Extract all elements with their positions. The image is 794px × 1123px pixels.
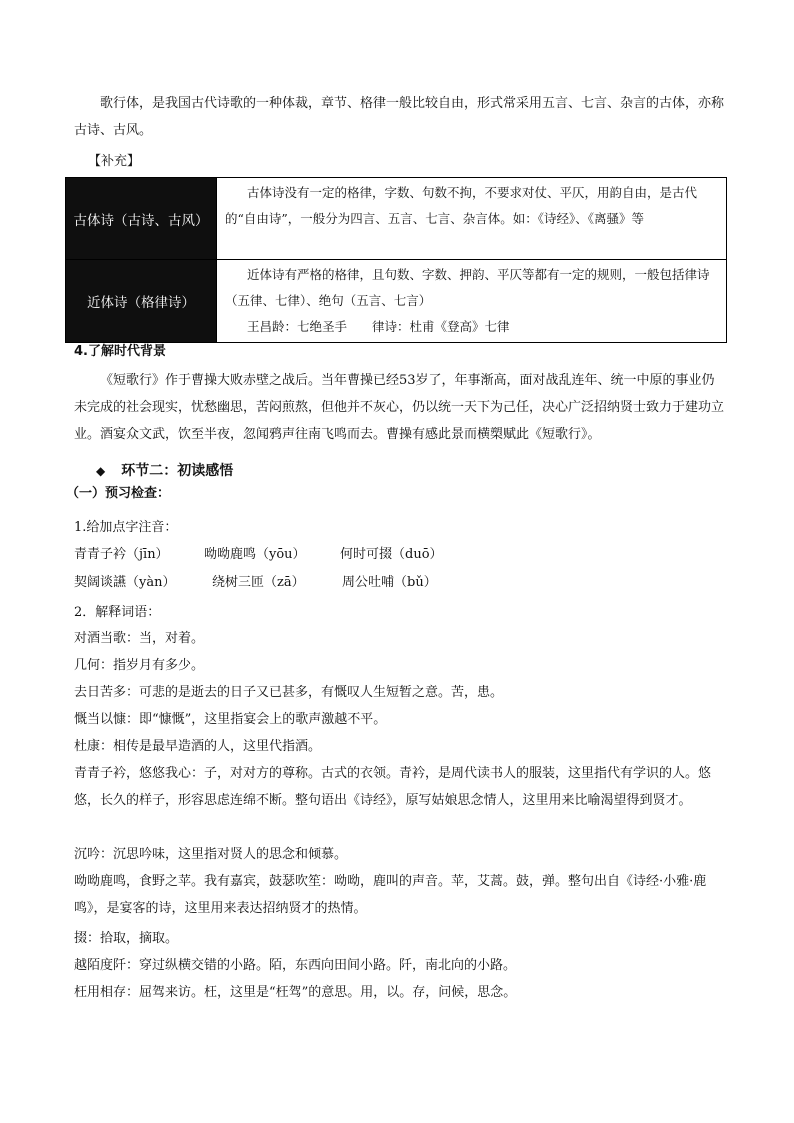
background-heading: 4.了解时代背景: [74, 344, 166, 359]
definition-item: 掇：拾取，摘取。: [74, 931, 179, 946]
definition-item: 去日苦多：可悲的是逝去的日子又已甚多，有慨叹人生短暂之意。苦，患。: [74, 685, 504, 700]
row-description: 近体诗有严格的格律，且句数、字数、押韵、平仄等都有一定的规则，一般包括律诗（五律、七律）、绝句（五言、七言） 王昌龄：七绝圣手 律诗：杜甫《登高》七律: [217, 260, 727, 343]
definition-item: 越陌度阡：穿过纵横交错的小路。陌，东西向田间小路。阡，南北向的小路。: [74, 958, 517, 973]
document-page: 歌行体，是我国古代诗歌的一种体裁，章节、格律一般比较自由，形式常采用五言、七言、杂言的古体，亦称古诗、古风。 【补充】 古体诗（古诗、古风） 古体诗没有一定的格律，字数、句数不拘，不要求对仗、平仄，用韵自由，是古代的“自由诗”，一般分为四言、五言、七言、杂言体。如：《诗经》、《离骚》等 近体诗（格律诗） 近体诗有严格的格律，且句数、字数、押韵、平仄等都有一定的规则，一般包括律诗（五律、七律）、绝句（五言、七言） 王昌龄：七绝圣手 律诗：杜甫《登高》七律 4.了解时代背景 《短歌行》作于曹操大败赤壁之战后。当年曹操已经53岁了，年事渐高，面对战乱连年、统一中原的事业仍未完成的社会现实，忧愁幽思，苦闷煎熬，但他并不灰心，仍以统一天下为己任，决心广泛招纳贤士致力于建功立业。酒宴众文武，饮至半夜，忽闻鸦声往南飞鸣而去。曹操有感此景而横槊赋此《短歌行》。 ◆ 环节二：初读感悟 （一）预习检查： 1.给加点字注音： 青青子衿（jīn） 呦呦鹿鸣（yōu） 何时可掇（duō） 契阔谈讌（yàn） 绕树三匝（zā） 周公吐哺（bǔ） 2．解释词语： 对酒当歌：当，对着。 几何：指岁月有多少。 去日苦多：可悲的是逝去的日子又已甚多，有慨叹人生短暂之意。苦，患。 慨当以慷：即“慷慨”，这里指宴会上的歌声激越不平。 杜康：相传是最早造酒的人，这里代指酒。 青青子衿，悠悠我心：子，对对方的尊称。古式的衣领。青衿，是周代读书人的服装，这里指代有学识的人。悠悠，长久的样子，形容思虑连绵不断。整句语出《诗经》，原写姑娘思念情人，这里用来比喻渴望得到贤才。 沉吟：沉思吟味，这里指对贤人的思念和倾慕。 呦呦鹿鸣，食野之苹。我有嘉宾，鼓瑟吹笙：呦呦，鹿叫的声音。苹，艾蒿。鼓，弹。整句出自《诗经·小雅·鹿鸣》，是宴客的诗，这里用来表达招纳贤才的热情。 掇：拾取，摘取。 越陌度阡：穿过纵横交错的小路。陌，东西向田间小路。阡，南北向的小路。 枉用相存：屈驾来访。枉，这里是“枉驾”的意思。用，以。存，问候，思念。: [0, 0, 794, 1123]
definition-item: 沉吟：沉思吟味，这里指对贤人的思念和倾慕。: [74, 847, 348, 862]
definition-item: 枉用相存：屈驾来访。枉，这里是“枉驾”的意思。用，以。存，问候，思念。: [74, 985, 517, 1000]
row-description: 古体诗没有一定的格律，字数、句数不拘，不要求对仗、平仄，用韵自由，是古代的“自由诗”，一般分为四言、五言、七言、杂言体。如：《诗经》、《离骚》等: [217, 178, 727, 260]
definition-item: 杜康：相传是最早造酒的人，这里代指酒。: [74, 739, 322, 754]
section-title: ◆ 环节二：初读感悟: [96, 463, 234, 479]
subsection-heading: （一）预习检查：: [66, 486, 171, 501]
supplement-label: 【补充】: [88, 154, 141, 169]
question-1: 1.给加点字注音：: [74, 520, 178, 535]
definition-item: 青青子衿，悠悠我心：子，对对方的尊称。古式的衣领。青衿，是周代读书人的服装，这里指代有学识的人。悠悠，长久的样子，形容思虑连绵不断。整句语出《诗经》，原写姑娘思念情人，这里用来比喻渴望得到贤才。: [74, 766, 712, 808]
poetry-comparison-table: [65, 177, 727, 343]
definition-item: 对酒当歌：当，对着。: [74, 631, 205, 646]
table-row: [66, 260, 727, 343]
row-label: 古体诗（古诗、古风）: [66, 178, 217, 260]
table-row: [66, 178, 727, 260]
definition-item: 呦呦鹿鸣，食野之苹。我有嘉宾，鼓瑟吹笙：呦呦，鹿叫的声音。苹，艾蒿。鼓，弹。整句出自《诗经·小雅·鹿鸣》，是宴客的诗，这里用来表达招纳贤才的热情。: [74, 874, 707, 916]
definition-item: 慨当以慷：即“慷慨”，这里指宴会上的歌声激越不平。: [74, 712, 387, 727]
definition-item: 几何：指岁月有多少。: [74, 658, 205, 673]
intro-paragraph: 歌行体，是我国古代诗歌的一种体裁，章节、格律一般比较自由，形式常采用五言、七言、杂言的古体，亦称古诗、古风。: [74, 96, 725, 138]
background-paragraph: 《短歌行》作于曹操大败赤壁之战后。当年曹操已经53岁了，年事渐高，面对战乱连年、统一中原的事业仍未完成的社会现实，忧愁幽思，苦闷煎熬，但他并不灰心，仍以统一天下为己任，决心广泛招纳贤士致力于建功立业。酒宴众文武，饮至半夜，忽闻鸦声往南飞鸣而去。曹操有感此景而横槊赋此《短歌行》。: [74, 373, 725, 442]
diamond-bullet-icon: ◆: [96, 464, 106, 478]
row-label: 近体诗（格律诗）: [66, 260, 217, 343]
question-2: 2．解释词语：: [74, 605, 161, 620]
